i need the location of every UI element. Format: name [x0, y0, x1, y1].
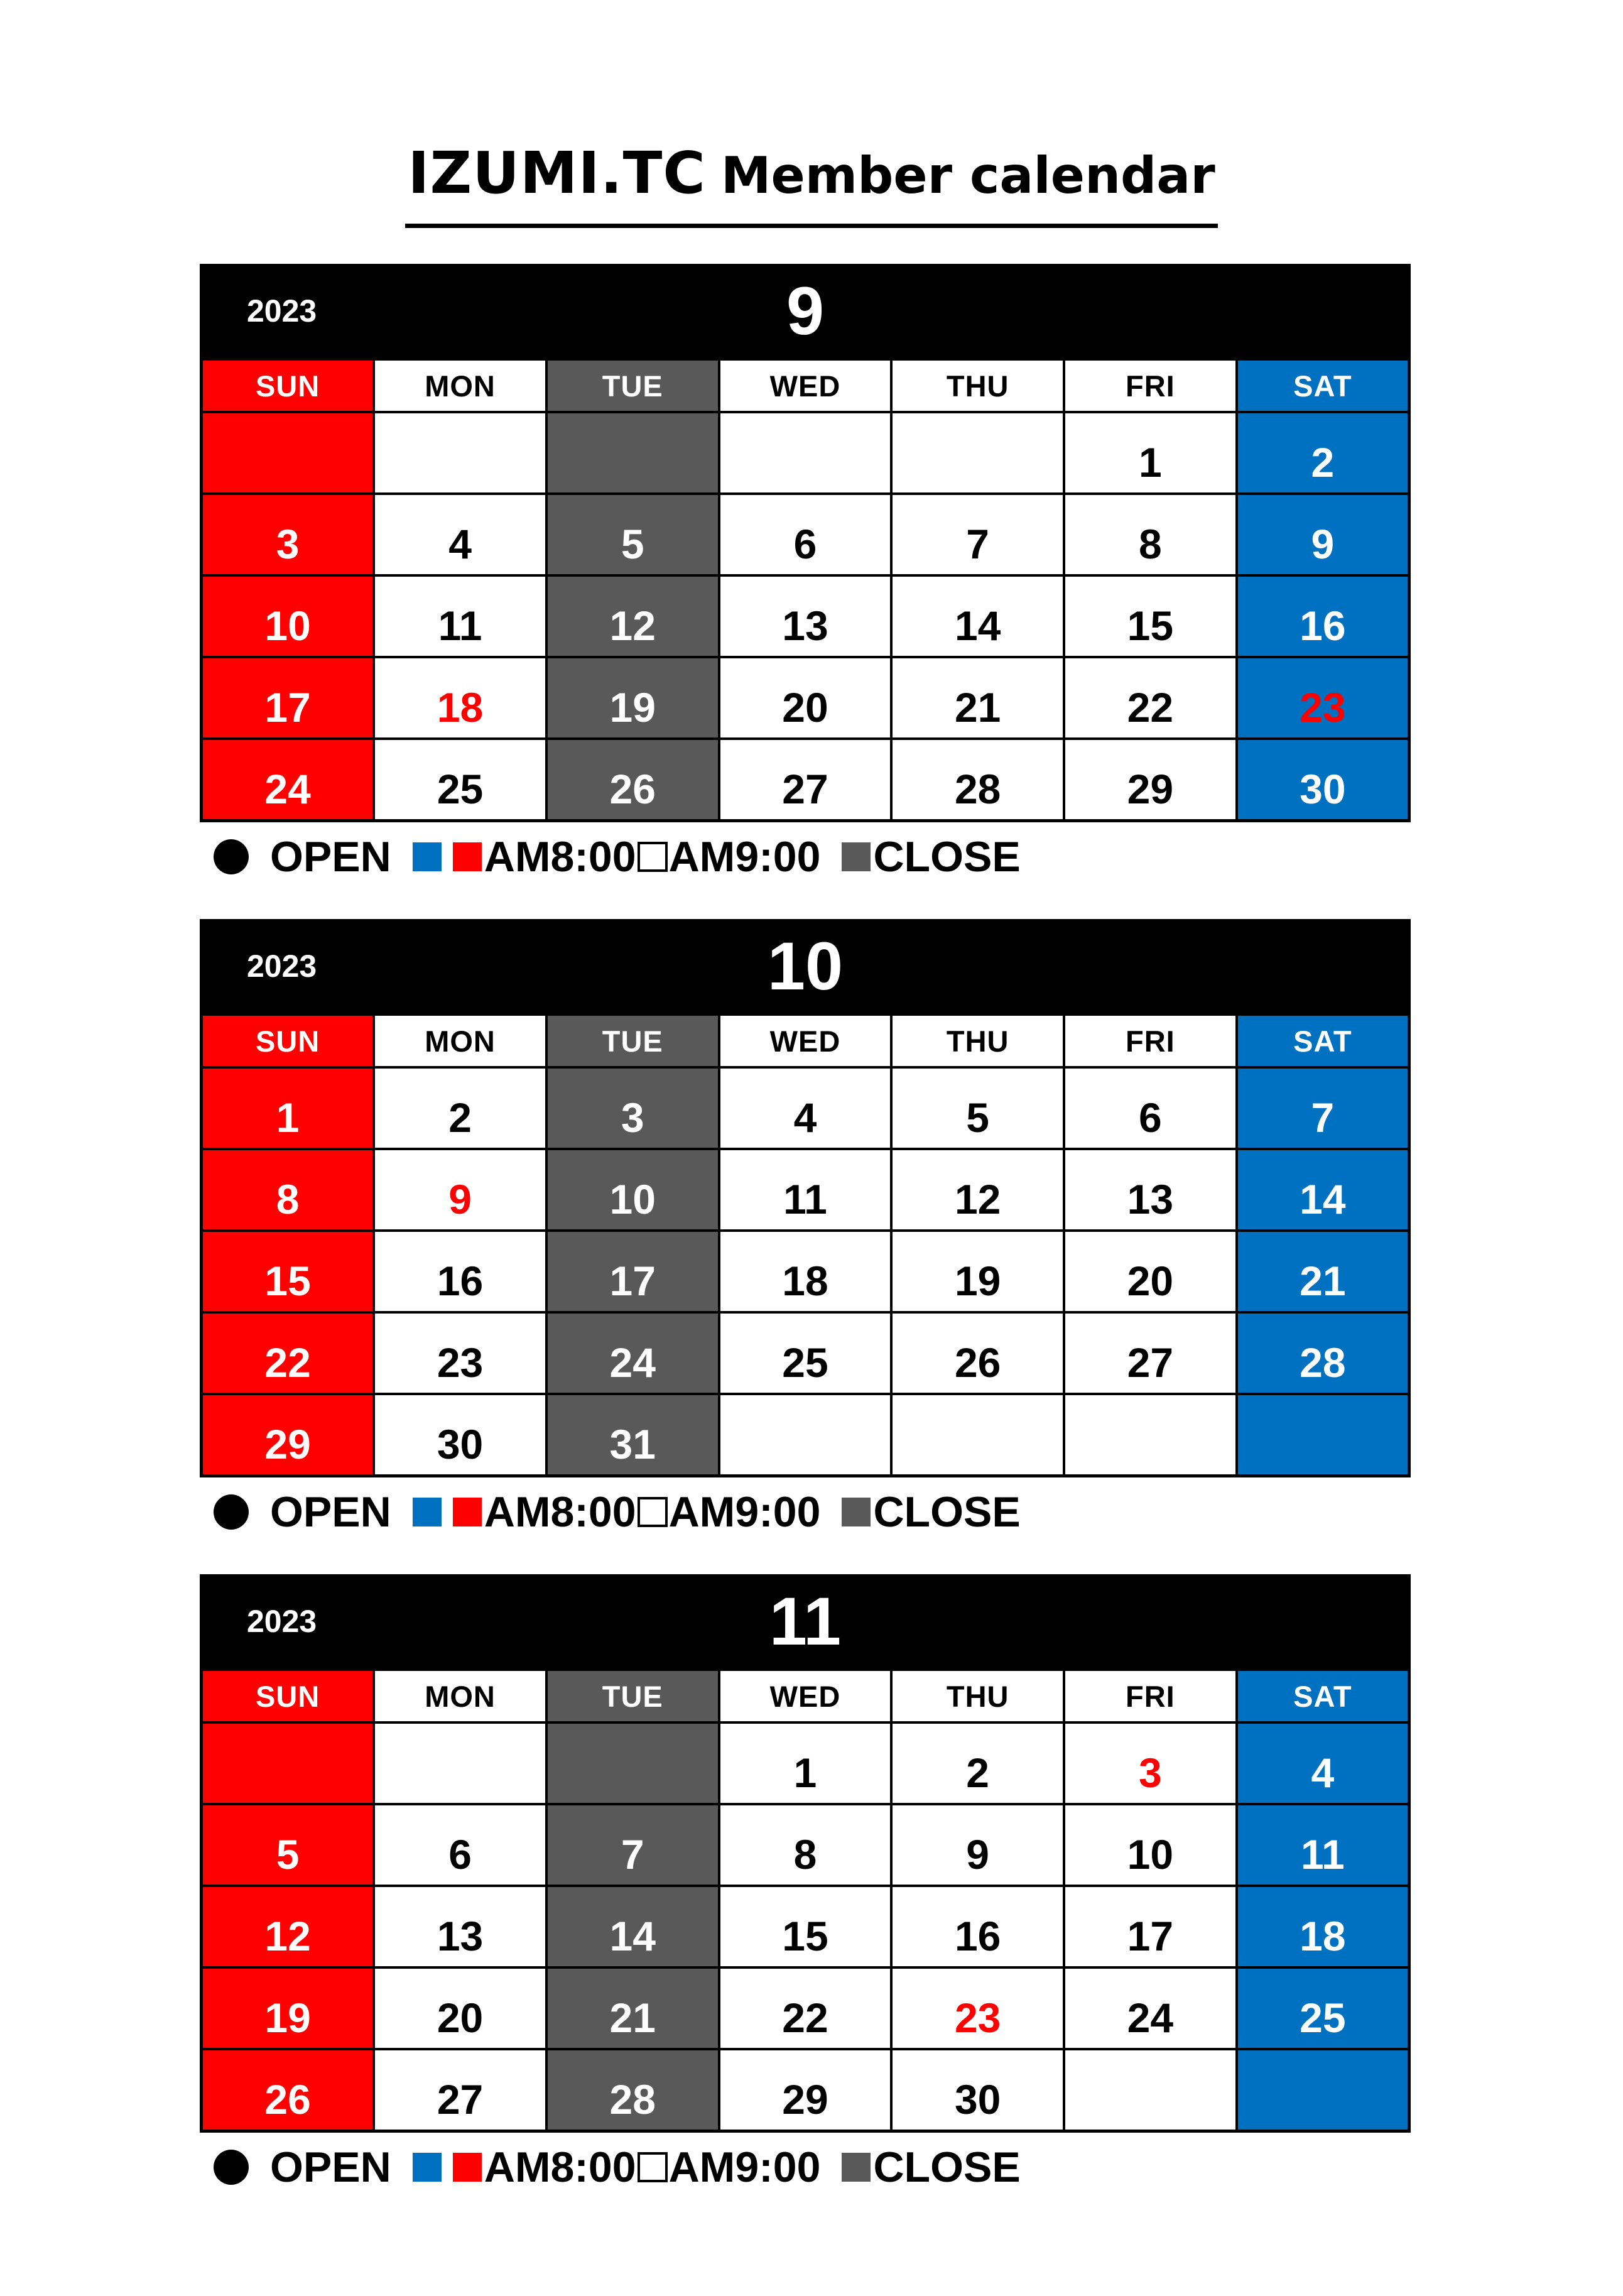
day-cell-thu: 9	[891, 1804, 1064, 1886]
calendar-grid	[200, 1013, 1411, 1477]
day-cell-sat: 2	[1237, 412, 1409, 494]
day-cell-sun: 17	[202, 657, 374, 739]
day-cell-sat: 23	[1237, 657, 1409, 739]
day-cell-thu: 19	[891, 1231, 1064, 1312]
day-cell-mon: 20	[374, 1967, 546, 2049]
weekday-header-tue: TUE	[546, 1015, 719, 1067]
day-cell-tue: 10	[546, 1149, 719, 1231]
empty-day-cell	[719, 412, 892, 494]
day-cell-sun: 12	[202, 1886, 374, 1967]
day-cell-sat: 18	[1237, 1886, 1409, 1967]
page-title-wrap	[0, 139, 1623, 217]
week-row	[202, 657, 1409, 739]
day-cell-thu: 21	[891, 657, 1064, 739]
week-row	[202, 1886, 1409, 1967]
day-cell-mon: 9	[374, 1149, 546, 1231]
month-header	[200, 919, 1411, 1013]
day-cell-sat: 7	[1237, 1067, 1409, 1149]
bullet-icon	[214, 839, 249, 874]
week-row	[202, 739, 1409, 821]
legend-close-label: CLOSE	[873, 1488, 1021, 1537]
white-square-icon	[638, 1497, 668, 1527]
day-cell-thu: 16	[891, 1886, 1064, 1967]
week-row	[202, 1967, 1409, 2049]
day-cell-mon: 27	[374, 2049, 546, 2131]
day-cell-tue: 17	[546, 1231, 719, 1312]
day-cell-wed: 8	[719, 1804, 892, 1886]
day-cell-mon: 18	[374, 657, 546, 739]
legend-open-label: OPEN	[270, 833, 391, 881]
day-cell-thu: 26	[891, 1312, 1064, 1394]
legend-normal-time: AM9:00	[668, 833, 821, 881]
day-cell-sat: 25	[1237, 1967, 1409, 2049]
week-row	[202, 1231, 1409, 1312]
day-cell-wed: 29	[719, 2049, 892, 2131]
weekday-header-mon: MON	[374, 359, 546, 412]
page-title-brand: IZUMI.TC	[408, 139, 706, 207]
empty-day-cell	[374, 1722, 546, 1804]
day-cell-wed: 1	[719, 1722, 892, 1804]
day-cell-tue: 12	[546, 575, 719, 657]
weekday-header-row	[202, 359, 1409, 412]
month-header	[200, 1574, 1411, 1668]
day-cell-sun: 22	[202, 1312, 374, 1394]
day-cell-mon: 16	[374, 1231, 546, 1312]
day-cell-tue: 21	[546, 1967, 719, 2049]
month-number: 9	[786, 273, 825, 349]
day-cell-sun: 5	[202, 1804, 374, 1886]
day-cell-tue: 19	[546, 657, 719, 739]
calendar-grid	[200, 1668, 1411, 2133]
day-cell-wed: 11	[719, 1149, 892, 1231]
empty-day-cell	[1237, 1394, 1409, 1476]
day-cell-wed: 27	[719, 739, 892, 821]
day-cell-sun: 29	[202, 1394, 374, 1476]
day-cell-thu: 23	[891, 1967, 1064, 2049]
day-cell-sun: 15	[202, 1231, 374, 1312]
day-cell-sat: 4	[1237, 1722, 1409, 1804]
legend-close-label: CLOSE	[873, 833, 1021, 881]
week-row	[202, 494, 1409, 575]
day-cell-fri: 1	[1064, 412, 1237, 494]
day-cell-sat: 21	[1237, 1231, 1409, 1312]
day-cell-tue: 26	[546, 739, 719, 821]
empty-day-cell	[719, 1394, 892, 1476]
weekday-header-sat: SAT	[1237, 1670, 1409, 1722]
day-cell-tue: 3	[546, 1067, 719, 1149]
day-cell-fri: 13	[1064, 1149, 1237, 1231]
weekday-header-thu: THU	[891, 359, 1064, 412]
month-number: 10	[767, 928, 844, 1004]
day-cell-sat: 28	[1237, 1312, 1409, 1394]
day-cell-fri: 15	[1064, 575, 1237, 657]
day-cell-sat: 9	[1237, 494, 1409, 575]
day-cell-mon: 13	[374, 1886, 546, 1967]
red-square-icon	[453, 1498, 482, 1526]
gray-square-icon	[842, 2153, 871, 2182]
day-cell-fri: 22	[1064, 657, 1237, 739]
month-number: 11	[769, 1583, 842, 1659]
day-cell-sat: 11	[1237, 1804, 1409, 1886]
month-year: 2023	[247, 293, 317, 329]
day-cell-thu: 28	[891, 739, 1064, 821]
legend-normal-time: AM9:00	[668, 2143, 821, 2192]
day-cell-tue: 31	[546, 1394, 719, 1476]
week-row	[202, 2049, 1409, 2131]
day-cell-thu: 30	[891, 2049, 1064, 2131]
weekday-header-fri: FRI	[1064, 1015, 1237, 1067]
legend-early-time: AM8:00	[484, 1488, 636, 1537]
empty-day-cell	[1064, 1394, 1237, 1476]
day-cell-tue: 24	[546, 1312, 719, 1394]
day-cell-wed: 18	[719, 1231, 892, 1312]
day-cell-tue: 5	[546, 494, 719, 575]
day-cell-thu: 14	[891, 575, 1064, 657]
page-title	[405, 139, 1217, 228]
legend-close-label: CLOSE	[873, 2143, 1021, 2192]
blue-square-icon	[413, 1498, 442, 1526]
day-cell-wed: 22	[719, 1967, 892, 2049]
day-cell-thu: 7	[891, 494, 1064, 575]
legend-open-label: OPEN	[270, 1488, 391, 1537]
white-square-icon	[638, 2152, 668, 2182]
month-year: 2023	[247, 949, 317, 984]
week-row	[202, 1394, 1409, 1476]
month-calendar-10	[200, 919, 1411, 1540]
week-row	[202, 1312, 1409, 1394]
month-calendar-9	[200, 264, 1411, 885]
blue-square-icon	[413, 842, 442, 871]
weekday-header-thu: THU	[891, 1670, 1064, 1722]
page-title-subtitle: Member calendar	[720, 146, 1215, 205]
month-year: 2023	[247, 1604, 317, 1639]
week-row	[202, 1804, 1409, 1886]
day-cell-mon: 25	[374, 739, 546, 821]
legend-open-label: OPEN	[270, 2143, 391, 2192]
day-cell-wed: 20	[719, 657, 892, 739]
weekday-header-tue: TUE	[546, 359, 719, 412]
month-calendar-11	[200, 1574, 1411, 2195]
hours-legend	[200, 822, 1411, 885]
day-cell-tue: 14	[546, 1886, 719, 1967]
day-cell-tue: 28	[546, 2049, 719, 2131]
weekday-header-thu: THU	[891, 1015, 1064, 1067]
day-cell-fri: 29	[1064, 739, 1237, 821]
weekday-header-sun: SUN	[202, 359, 374, 412]
weekday-header-sat: SAT	[1237, 359, 1409, 412]
weekday-header-row	[202, 1015, 1409, 1067]
day-cell-thu: 2	[891, 1722, 1064, 1804]
hours-legend	[200, 2133, 1411, 2195]
empty-day-cell	[891, 1394, 1064, 1476]
empty-day-cell	[546, 412, 719, 494]
empty-day-cell	[1064, 2049, 1237, 2131]
day-cell-mon: 11	[374, 575, 546, 657]
day-cell-sun: 1	[202, 1067, 374, 1149]
day-cell-thu: 12	[891, 1149, 1064, 1231]
white-square-icon	[638, 842, 668, 872]
weekday-header-sun: SUN	[202, 1015, 374, 1067]
weekday-header-wed: WED	[719, 359, 892, 412]
week-row	[202, 1722, 1409, 1804]
day-cell-sun: 3	[202, 494, 374, 575]
day-cell-mon: 2	[374, 1067, 546, 1149]
gray-square-icon	[842, 1498, 871, 1526]
day-cell-sun: 26	[202, 2049, 374, 2131]
week-row	[202, 1067, 1409, 1149]
weekday-header-mon: MON	[374, 1015, 546, 1067]
day-cell-mon: 23	[374, 1312, 546, 1394]
gray-square-icon	[842, 842, 871, 871]
day-cell-fri: 6	[1064, 1067, 1237, 1149]
empty-day-cell	[546, 1722, 719, 1804]
weekday-header-wed: WED	[719, 1670, 892, 1722]
day-cell-fri: 27	[1064, 1312, 1237, 1394]
day-cell-wed: 15	[719, 1886, 892, 1967]
day-cell-wed: 25	[719, 1312, 892, 1394]
week-row	[202, 1149, 1409, 1231]
weekday-header-tue: TUE	[546, 1670, 719, 1722]
legend-early-time: AM8:00	[484, 833, 636, 881]
empty-day-cell	[1237, 2049, 1409, 2131]
hours-legend	[200, 1477, 1411, 1540]
bullet-icon	[214, 1494, 249, 1530]
legend-early-time: AM8:00	[484, 2143, 636, 2192]
day-cell-mon: 6	[374, 1804, 546, 1886]
day-cell-fri: 20	[1064, 1231, 1237, 1312]
day-cell-sun: 24	[202, 739, 374, 821]
week-row	[202, 412, 1409, 494]
weekday-header-sat: SAT	[1237, 1015, 1409, 1067]
day-cell-tue: 7	[546, 1804, 719, 1886]
weekday-header-sun: SUN	[202, 1670, 374, 1722]
day-cell-thu: 5	[891, 1067, 1064, 1149]
day-cell-fri: 8	[1064, 494, 1237, 575]
day-cell-sat: 14	[1237, 1149, 1409, 1231]
month-header	[200, 264, 1411, 358]
calendar-grid	[200, 358, 1411, 822]
day-cell-wed: 13	[719, 575, 892, 657]
week-row	[202, 575, 1409, 657]
day-cell-fri: 24	[1064, 1967, 1237, 2049]
red-square-icon	[453, 842, 482, 871]
weekday-header-mon: MON	[374, 1670, 546, 1722]
legend-normal-time: AM9:00	[668, 1488, 821, 1537]
day-cell-sun: 19	[202, 1967, 374, 2049]
day-cell-sat: 16	[1237, 575, 1409, 657]
day-cell-sun: 8	[202, 1149, 374, 1231]
weekday-header-fri: FRI	[1064, 1670, 1237, 1722]
blue-square-icon	[413, 2153, 442, 2182]
day-cell-sat: 30	[1237, 739, 1409, 821]
day-cell-fri: 3	[1064, 1722, 1237, 1804]
empty-day-cell	[202, 1722, 374, 1804]
red-square-icon	[453, 2153, 482, 2182]
bullet-icon	[214, 2150, 249, 2185]
day-cell-wed: 6	[719, 494, 892, 575]
weekday-header-fri: FRI	[1064, 359, 1237, 412]
weekday-header-wed: WED	[719, 1015, 892, 1067]
day-cell-mon: 30	[374, 1394, 546, 1476]
empty-day-cell	[202, 412, 374, 494]
day-cell-sun: 10	[202, 575, 374, 657]
day-cell-mon: 4	[374, 494, 546, 575]
day-cell-wed: 4	[719, 1067, 892, 1149]
day-cell-fri: 17	[1064, 1886, 1237, 1967]
empty-day-cell	[374, 412, 546, 494]
day-cell-fri: 10	[1064, 1804, 1237, 1886]
empty-day-cell	[891, 412, 1064, 494]
weekday-header-row	[202, 1670, 1409, 1722]
